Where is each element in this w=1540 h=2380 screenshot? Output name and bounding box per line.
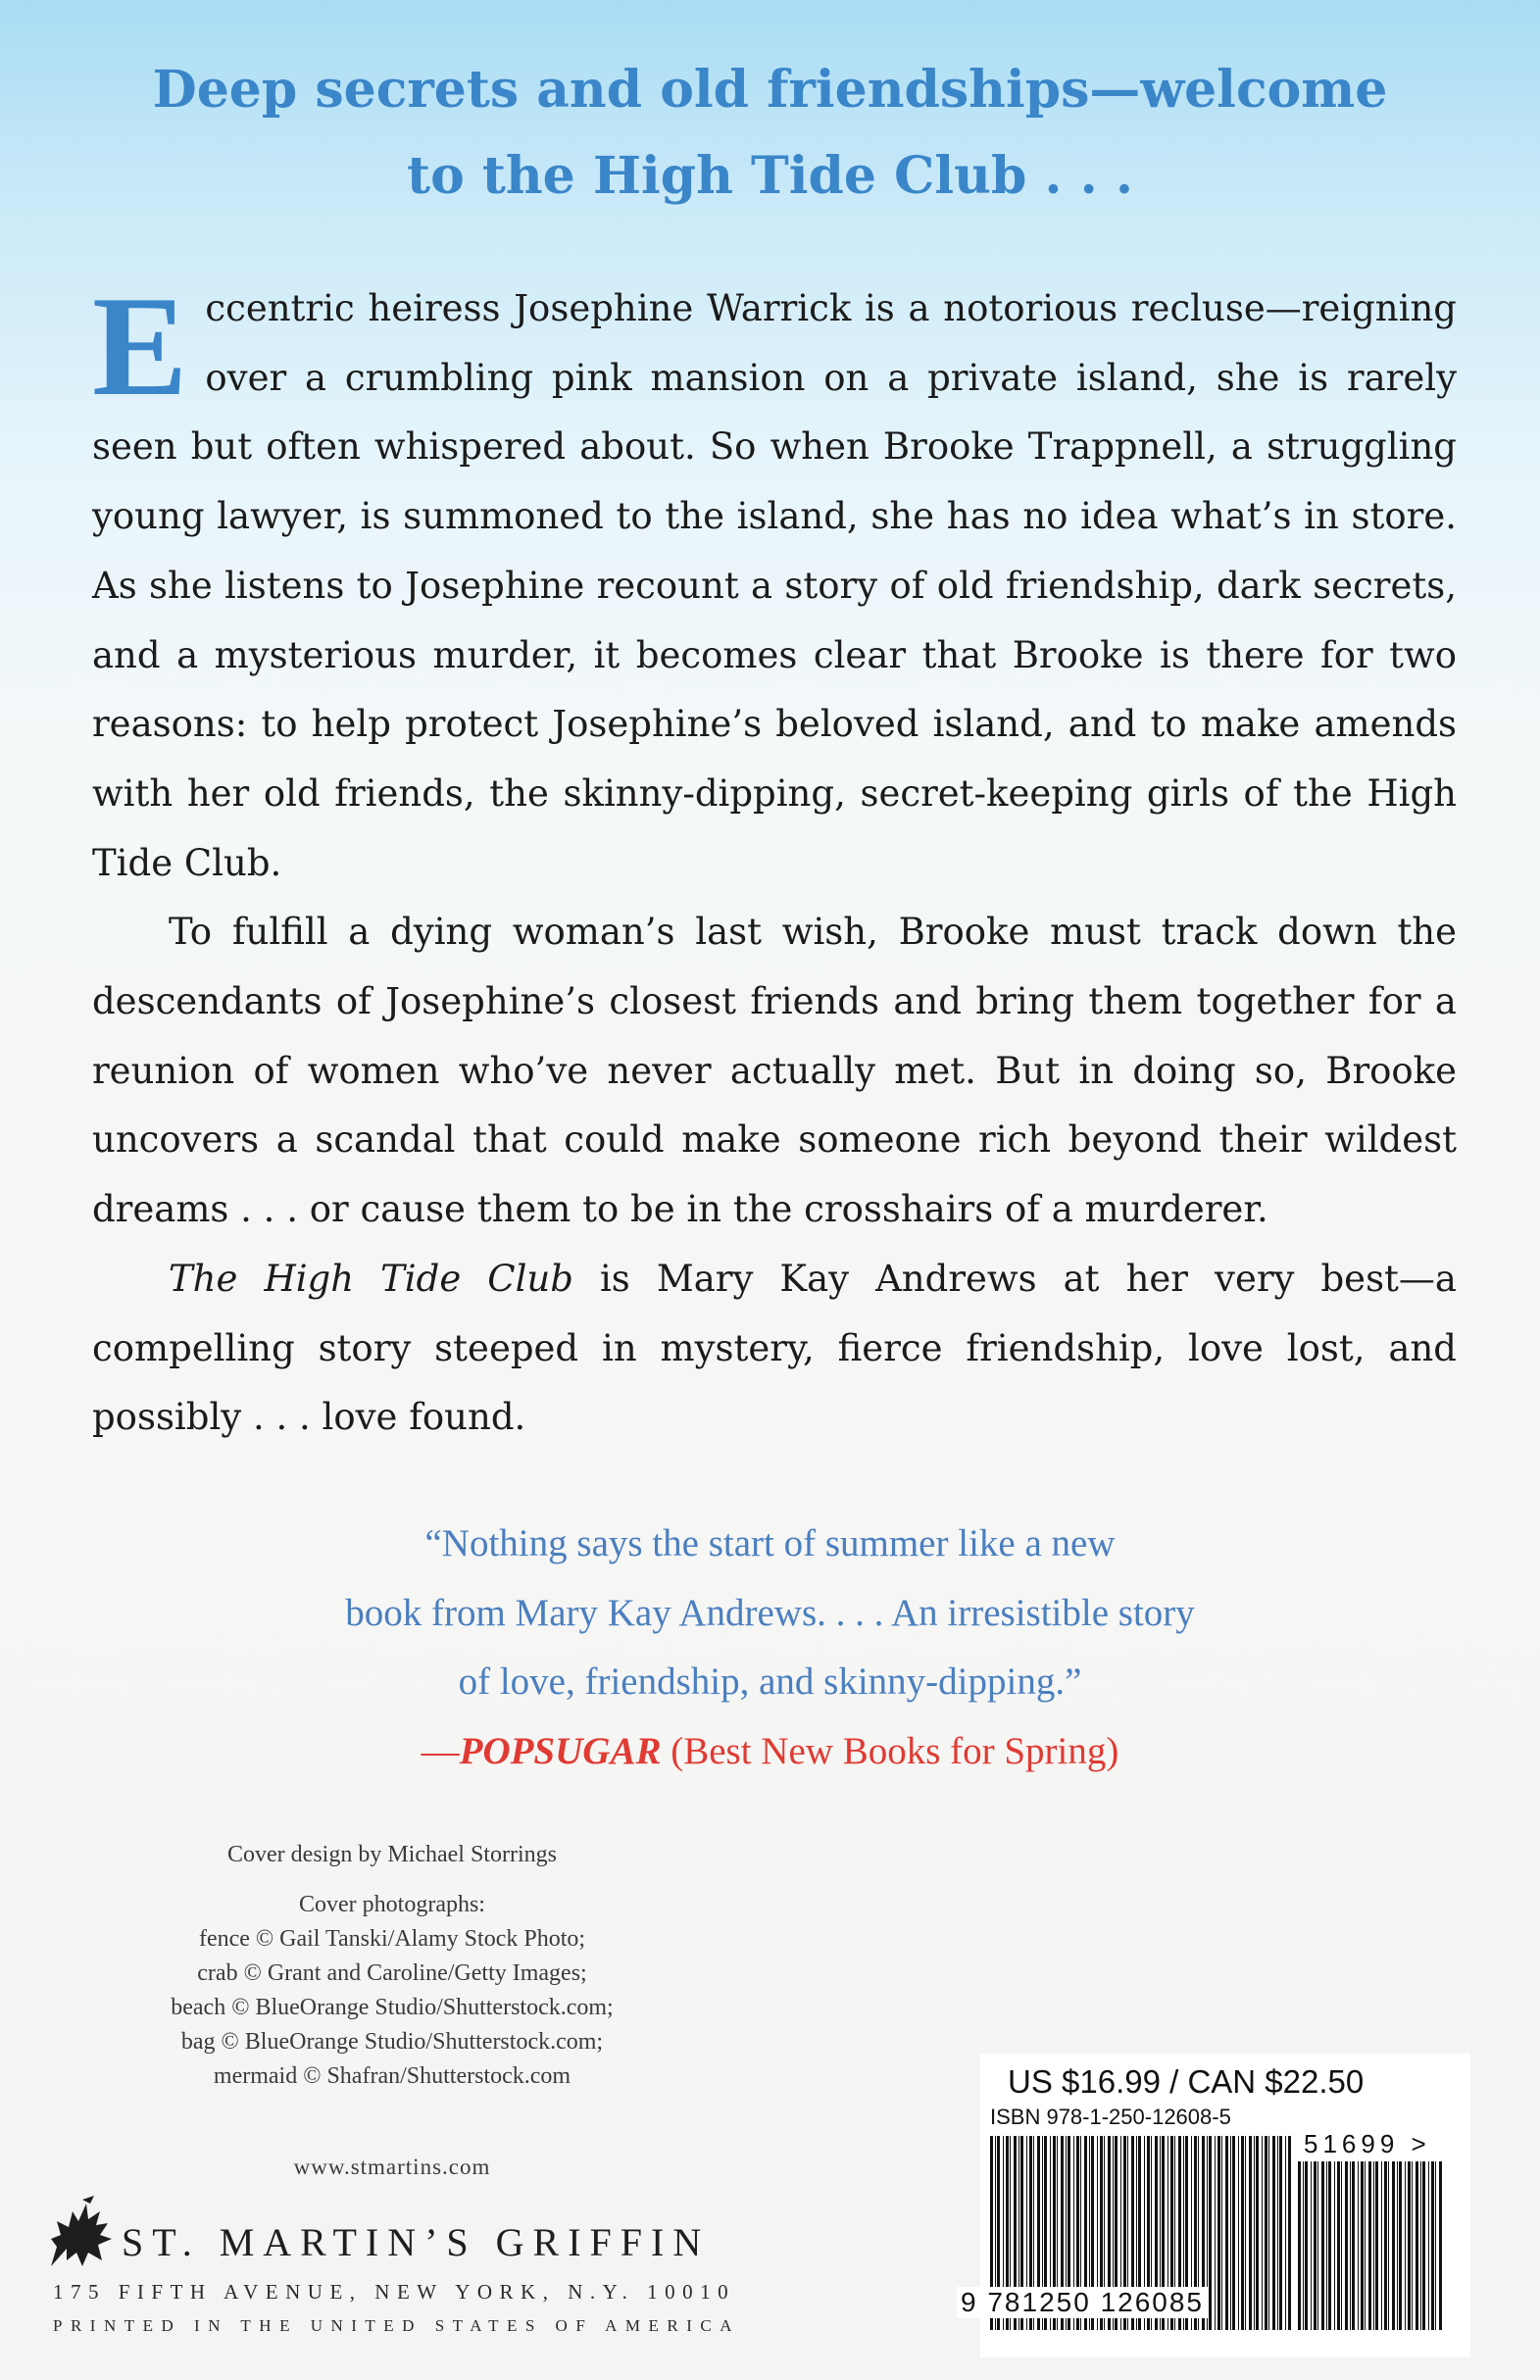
barcode-bar bbox=[1392, 2161, 1395, 2330]
barcode-bar bbox=[1334, 2161, 1335, 2330]
barcode-bar bbox=[1225, 2136, 1228, 2330]
photo-credit: fence © Gail Tanski/Alamy Stock Photo; bbox=[198, 1926, 586, 1952]
barcode-bar bbox=[1368, 2161, 1371, 2330]
attribution-dash: — bbox=[421, 1729, 460, 1772]
isbn-label: ISBN 978-1-250-12608-5 bbox=[990, 2105, 1231, 2129]
barcode-bar bbox=[1217, 2136, 1220, 2330]
barcode-bar bbox=[1408, 2161, 1411, 2330]
barcode-bar bbox=[1241, 2136, 1244, 2330]
barcode-bar bbox=[1416, 2161, 1418, 2330]
barcode-bar bbox=[1256, 2136, 1259, 2330]
barcode-bar bbox=[1238, 2136, 1239, 2330]
publisher-address: 175 FIFTH AVENUE, NEW YORK, N.Y. 10010 bbox=[53, 2280, 736, 2304]
barcode-bar bbox=[1279, 2136, 1282, 2330]
book-description bbox=[92, 267, 1457, 1453]
barcode-bar bbox=[1328, 2161, 1331, 2330]
barcode-bar bbox=[1439, 2161, 1442, 2330]
book-title: The High Tide Club bbox=[169, 1257, 573, 1300]
price-addon-digits: 51699 > bbox=[1304, 2129, 1431, 2158]
cover-designer: Cover design by Michael Storrings bbox=[227, 1842, 557, 1867]
barcode-bar bbox=[1375, 2161, 1378, 2330]
drop-cap: E bbox=[92, 267, 188, 425]
barcode-bar bbox=[1305, 2161, 1308, 2330]
tagline-line-1: Deep secrets and old friendships—welcome bbox=[152, 60, 1388, 120]
barcode-bar bbox=[1288, 2136, 1291, 2330]
barcode-bar bbox=[1249, 2136, 1252, 2330]
barcode-bar bbox=[1245, 2136, 1246, 2330]
publisher-name: ST. MARTIN’S GRIFFIN bbox=[122, 2220, 711, 2264]
barcode-bar bbox=[1317, 2161, 1318, 2330]
barcode-bar bbox=[1232, 2136, 1235, 2330]
barcode-bar bbox=[1215, 2136, 1216, 2330]
photo-credit: bag © BlueOrange Studio/Shutterstock.com; bbox=[180, 2029, 604, 2055]
barcode-bar bbox=[1268, 2136, 1269, 2330]
description-paragraph-1 bbox=[92, 267, 1457, 898]
barcode-bar bbox=[1420, 2161, 1421, 2330]
quote-line-2: book from Mary Kay Andrews. . . . An irresistible story bbox=[345, 1591, 1195, 1634]
barcode-bar bbox=[1350, 2161, 1351, 2330]
barcode-bar bbox=[1277, 2136, 1278, 2330]
barcode-bar bbox=[1412, 2161, 1413, 2330]
barcode-bar bbox=[1435, 2161, 1436, 2330]
barcode-bar bbox=[1230, 2136, 1231, 2330]
barcode-bar bbox=[1303, 2161, 1304, 2330]
tagline bbox=[0, 47, 1540, 220]
printed-in: PRINTED IN THE UNITED STATES OF AMERICA bbox=[53, 2316, 740, 2335]
barcode-bar bbox=[1345, 2161, 1348, 2330]
attribution-source: POPSUGAR bbox=[459, 1729, 662, 1772]
griffin-icon bbox=[43, 2192, 118, 2270]
barcode-bar bbox=[1405, 2161, 1406, 2330]
barcode-bar bbox=[1365, 2161, 1366, 2330]
price-label: US $16.99 / CAN $22.50 bbox=[1008, 2063, 1365, 2100]
barcode-bar bbox=[1431, 2161, 1434, 2330]
barcode-panel bbox=[961, 2054, 1470, 2357]
review-quote bbox=[0, 1510, 1540, 1786]
price-barcode bbox=[1298, 2161, 1445, 2330]
barcode-bar bbox=[1311, 2161, 1312, 2330]
barcode-bar bbox=[1265, 2136, 1267, 2330]
barcode-bar bbox=[1272, 2136, 1275, 2330]
description-paragraph-3 bbox=[92, 1245, 1457, 1453]
publisher-website: www.stmartins.com bbox=[293, 2155, 491, 2179]
description-paragraph-2: To fulfill a dying woman’s last wish, Brooke must track down the descendants of Josephine’s closest friends and bring them together for a reunion of women who’ve never actually met. But in doing so, Brooke uncovers a scandal that could make someone rich beyond their wildest dreams . . . or cause them to be in the crosshairs of a murderer. bbox=[92, 911, 1457, 1231]
barcode-bar bbox=[1341, 2161, 1342, 2330]
cover-credits bbox=[98, 1838, 686, 2094]
paragraph-3-text: is Mary Kay Andrews at her very best—a compelling story steeped in mystery, fierce friendship, love lost, and possibly . . . love found. bbox=[92, 1257, 1457, 1439]
quote-attribution bbox=[0, 1717, 1540, 1787]
barcode-bar bbox=[1361, 2161, 1364, 2330]
barcode-bar bbox=[1221, 2136, 1222, 2330]
barcode-bar bbox=[1314, 2161, 1316, 2330]
barcode-bar bbox=[1373, 2161, 1374, 2330]
barcode-bar bbox=[1384, 2161, 1387, 2330]
barcode-bar bbox=[1209, 2136, 1212, 2330]
barcode-bar bbox=[1337, 2161, 1340, 2330]
barcode-bar bbox=[1388, 2161, 1389, 2330]
paragraph-1-text: ccentric heiress Josephine Warrick is a notorious recluse—reigning over a crumbling pink mansion on a private island, she is rarely seen but often whispered about. So when Brooke Trappnell, a struggling young lawyer, is summoned to the island, she has no idea what’s in store. As she listens to Josephine recount a story of old friendship, dark secrets, and a mysterious murder, it becomes clear that Brooke is there for two reasons: to help protect Josephine’s beloved island, and to make amends with her old friends, the skinny-dipping, secret-keeping girls of the High Tide Club. bbox=[92, 287, 1457, 884]
barcode-bar bbox=[1381, 2161, 1382, 2330]
photo-credit: mermaid © Shafran/Shutterstock.com bbox=[213, 2063, 571, 2089]
tagline-line-2: to the High Tide Club . . . bbox=[407, 146, 1133, 206]
quote-line-3: of love, friendship, and skinny-dipping.” bbox=[458, 1661, 1082, 1703]
barcode-bar bbox=[1428, 2161, 1429, 2330]
barcode-bar bbox=[1254, 2136, 1255, 2330]
photos-heading: Cover photographs: bbox=[299, 1892, 485, 1917]
barcode-bar bbox=[1326, 2161, 1327, 2330]
barcode-digits: 9 781250 126085 bbox=[957, 2287, 1208, 2318]
photo-credit: beach © BlueOrange Studio/Shutterstock.com; bbox=[171, 1995, 614, 2020]
barcode-bar bbox=[1298, 2161, 1301, 2330]
barcode-bar bbox=[1399, 2161, 1402, 2330]
barcode-bar bbox=[1352, 2161, 1355, 2330]
barcode-bar bbox=[1422, 2161, 1425, 2330]
quote-line-1: “Nothing says the start of summer like a new bbox=[424, 1522, 1116, 1564]
barcode-bar bbox=[1358, 2161, 1359, 2330]
barcode-bar bbox=[1397, 2161, 1398, 2330]
barcode-bar bbox=[1285, 2136, 1286, 2330]
barcode-bar bbox=[1321, 2161, 1324, 2330]
photo-credit: crab © Grant and Caroline/Getty Images; bbox=[197, 1960, 587, 1986]
attribution-note: (Best New Books for Spring) bbox=[661, 1729, 1119, 1772]
barcode-bar bbox=[1262, 2136, 1263, 2330]
